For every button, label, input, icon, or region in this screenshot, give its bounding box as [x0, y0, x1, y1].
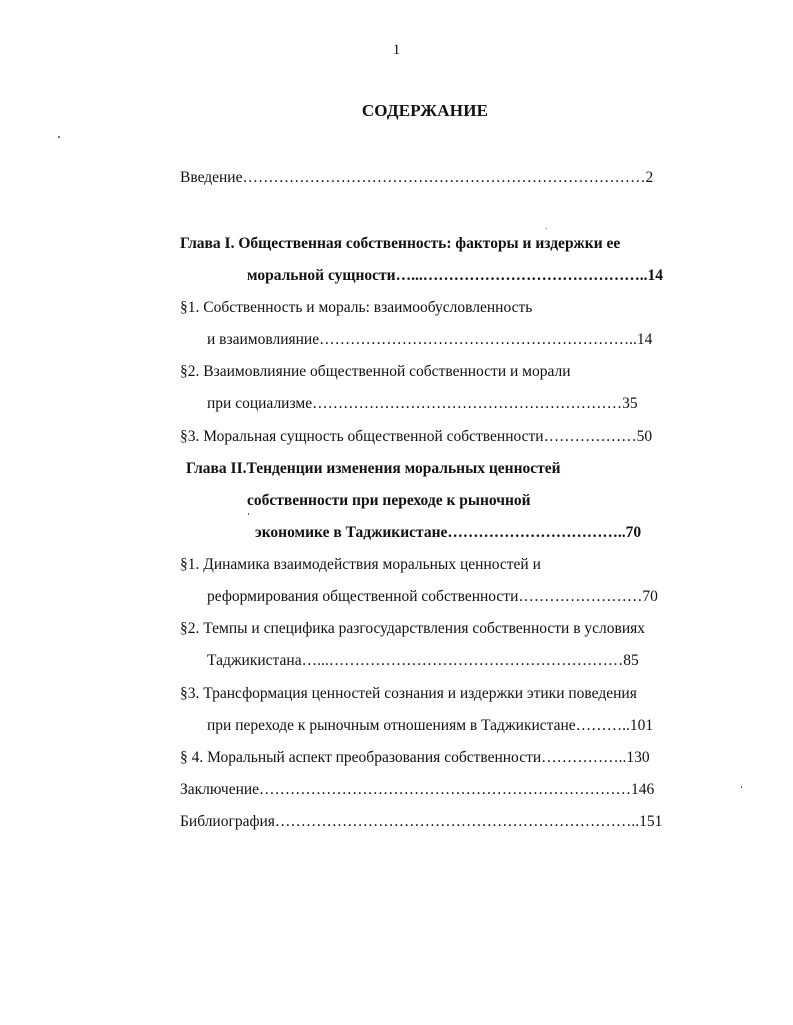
toc-section-2-2: §2. Темпы и специфика разгосударствления собственности в условиях	[180, 620, 646, 637]
toc-chapter-2-title: Глава II.Тенденции изменения моральных ценностей	[186, 460, 561, 477]
toc-title: СОДЕРЖАНИЕ	[361, 101, 489, 120]
toc-chapter-1-title: Глава I. Общественная собственность: факторы и издержки ее	[180, 235, 621, 252]
toc-section-2-2-cont: Таджикистана…...…………………………………………………85	[207, 652, 639, 669]
scan-speck	[546, 228, 547, 229]
toc-entry-conclusion: Заключение………………………………………………………………146	[180, 781, 655, 798]
toc-section-1-2: §2. Взаимовлияние общественной собственности и морали	[180, 363, 571, 380]
page-number: 1	[392, 42, 401, 58]
toc-chapter-2-title-cont: собственности при переходе к рыночной	[247, 492, 531, 509]
scan-speck	[58, 136, 60, 138]
toc-entry-introduction: Введение……………………………………………………………………2	[180, 169, 654, 186]
toc-section-2-3-cont: при переходе к рыночным отношениям в Таджикистане………..101	[207, 717, 654, 734]
toc-section-1-2-cont: при социализме……………………………………………………35	[207, 395, 638, 412]
toc-section-2-3: §3. Трансформация ценностей сознания и издержки этики поведения	[180, 685, 637, 702]
toc-section-2-1: §1. Динамика взаимодействия моральных ценностей и	[180, 556, 541, 573]
scan-speck	[248, 513, 249, 515]
toc-section-2-1-cont: реформирования общественной собственности……………………70	[207, 588, 658, 605]
toc-section-1-1: §1. Собственность и мораль: взаимообусловленность	[180, 299, 533, 316]
toc-chapter-1-title-cont: моральной сущности…...……………………………………..14	[247, 267, 663, 284]
toc-section-1-3: §3. Моральная сущность общественной собственности………………50	[180, 428, 653, 445]
toc-chapter-2-title-cont-2: экономике в Таджикистане……………………………..70	[255, 524, 642, 541]
toc-section-1-1-cont: и взаимовлияние……………………………………………………..14	[207, 331, 653, 348]
toc-section-2-4: § 4. Моральный аспект преобразования собственности……………..130	[180, 749, 650, 766]
scan-speck	[741, 786, 742, 788]
toc-entry-bibliography: Библиография……………………………………………………………..151	[180, 813, 663, 830]
